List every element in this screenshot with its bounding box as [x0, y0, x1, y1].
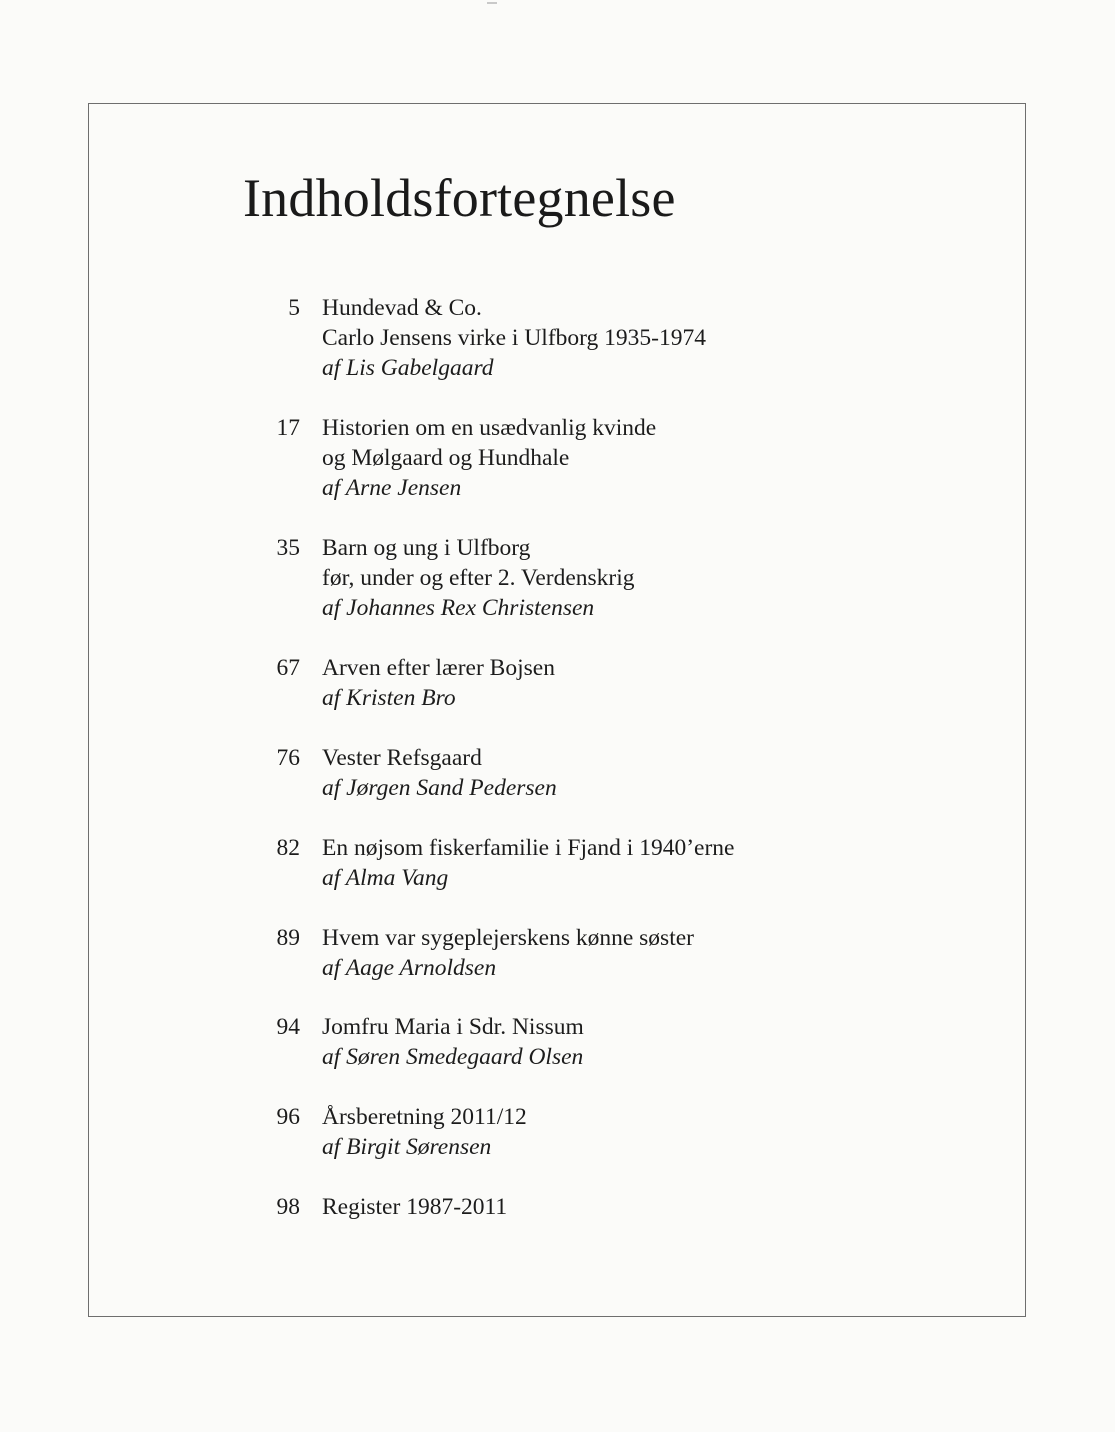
toc-entry-text [322, 293, 706, 383]
toc-page-number: 98 [276, 1194, 300, 1220]
toc-entry-text [322, 413, 656, 503]
toc-page-number: 96 [276, 1104, 300, 1130]
toc-author: af Alma Vang [322, 865, 449, 891]
toc-title-line: Carlo Jensens virke i Ulfborg 1935-1974 [322, 325, 706, 351]
toc-author: af Jørgen Sand Pedersen [322, 775, 557, 801]
toc-page-number: 5 [288, 295, 300, 321]
toc-author: af Johannes Rex Christensen [322, 595, 595, 621]
toc-entry-text [322, 833, 734, 893]
toc-title-line: Jomfru Maria i Sdr. Nissum [322, 1014, 584, 1040]
page-title: Indholdsfortegnelse [243, 168, 676, 228]
toc-author: af Lis Gabelgaard [322, 355, 494, 381]
toc-page-number: 17 [276, 415, 300, 441]
toc-entry-text [322, 1012, 584, 1072]
toc-entry-text [322, 1192, 507, 1222]
toc-title-line: Barn og ung i Ulfborg [322, 535, 531, 561]
toc-title-line: før, under og efter 2. Verdenskrig [322, 565, 635, 591]
toc-title-line: Register 1987-2011 [322, 1194, 508, 1220]
toc-title-line: Hundevad & Co. [322, 295, 482, 321]
toc-page-number: 94 [276, 1014, 300, 1040]
toc-title-line: Vester Refsgaard [322, 745, 482, 771]
toc-entry-text [322, 1102, 527, 1162]
toc-entry-text [322, 743, 557, 803]
toc-page-number: 82 [276, 835, 300, 861]
toc-title-line: Årsberetning 2011/12 [322, 1104, 527, 1130]
toc-page-number: 67 [276, 655, 300, 681]
toc-page-number: 89 [276, 925, 300, 951]
toc-title-line: En nøjsom fiskerfamilie i Fjand i 1940’erne [322, 835, 735, 861]
toc-author: af Arne Jensen [322, 475, 462, 501]
toc-title-line: og Mølgaard og Hundhale [322, 445, 570, 471]
toc-author: af Søren Smedegaard Olsen [322, 1044, 584, 1070]
toc-page-number: 35 [276, 535, 300, 561]
toc-author: af Kristen Bro [322, 685, 456, 711]
toc-page-number: 76 [276, 745, 300, 771]
toc-author: af Birgit Sørensen [322, 1134, 492, 1160]
toc-title-line: Hvem var sygeplejerskens kønne søster [322, 925, 694, 951]
toc-title-line: Arven efter lærer Bojsen [322, 655, 555, 681]
toc-entry-text [322, 923, 694, 983]
toc-entry-text [322, 653, 555, 713]
toc-title-line: Historien om en usædvanlig kvinde [322, 415, 657, 441]
toc-author: af Aage Arnoldsen [322, 955, 497, 981]
toc-entry-text [322, 533, 635, 623]
